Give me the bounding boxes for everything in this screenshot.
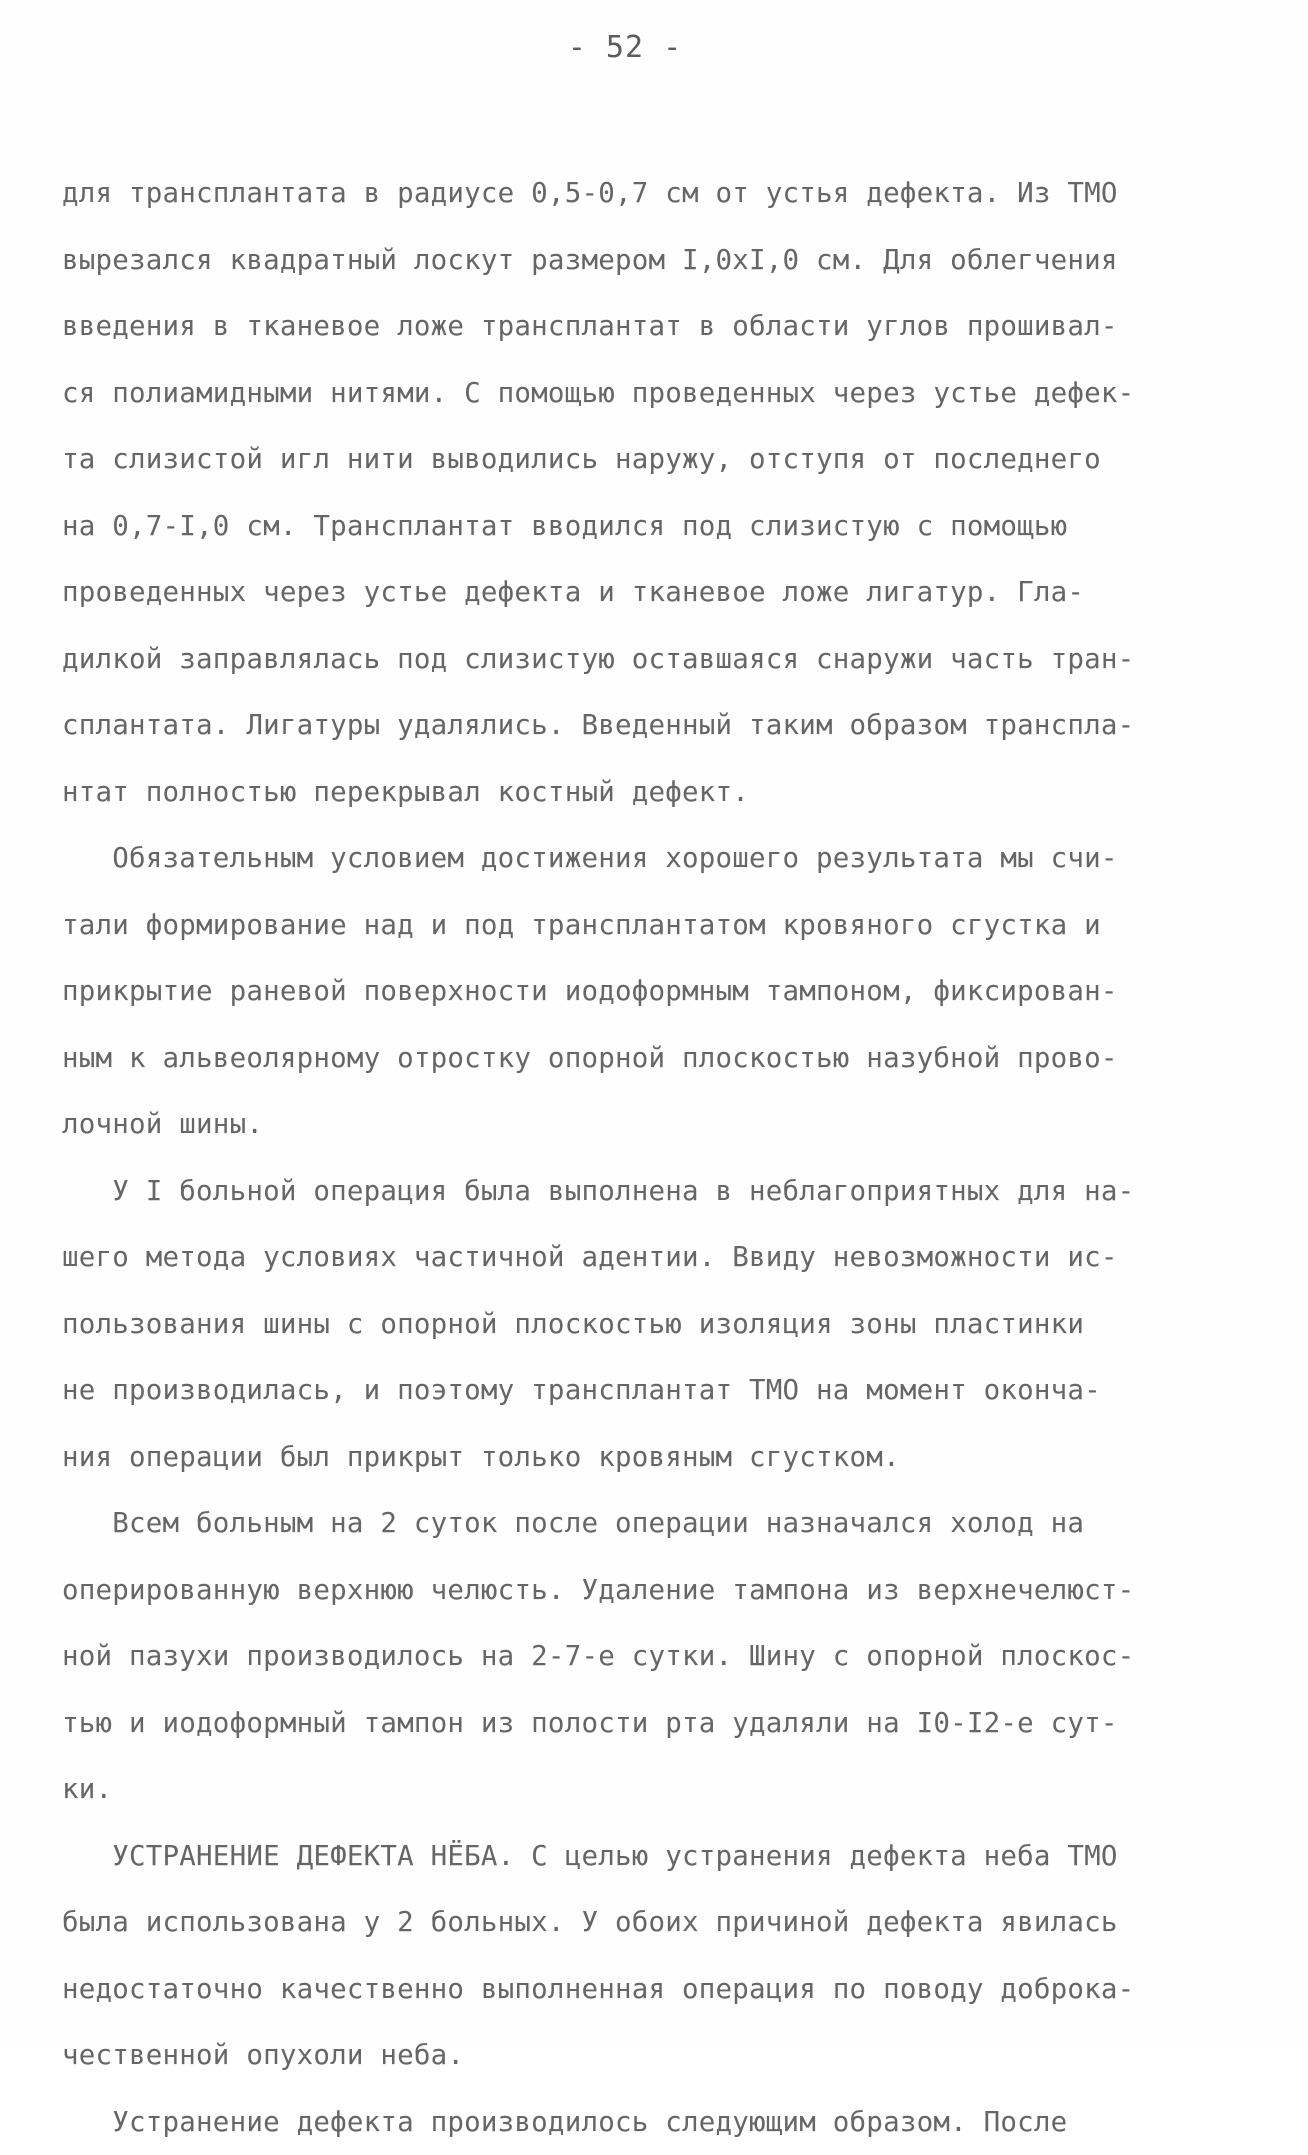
- text-line: для трансплантата в радиусе 0,5-0,7 см от устья дефекта. Из ТМО: [62, 160, 1242, 227]
- text-line: сплантата. Лигатуры удалялись. Введенный таким образом транспла-: [62, 692, 1242, 759]
- text-line: ным к альвеолярному отростку опорной плоскостью назубной прово-: [62, 1025, 1242, 1092]
- text-line: ки.: [62, 1756, 1242, 1823]
- paragraph-start-line: У I больной операция была выполнена в неблагоприятных для на-: [62, 1158, 1242, 1225]
- text-line: была использована у 2 больных. У обоих причиной дефекта явилась: [62, 1889, 1242, 1956]
- text-line: пользования шины с опорной плоскостью изоляция зоны пластинки: [62, 1291, 1242, 1358]
- section-heading-line: УСТРАНЕНИЕ ДЕФЕКТА НЁБА. С целью устранения дефекта неба ТМО: [62, 1823, 1242, 1890]
- text-line: оперированную верхнюю челюсть. Удаление тампона из верхнечелюст-: [62, 1557, 1242, 1624]
- text-line: дилкой заправлялась под слизистую оставшаяся снаружи часть тран-: [62, 626, 1242, 693]
- page-number: - 52 -: [0, 30, 1250, 65]
- text-line: прикрытие раневой поверхности иодоформным тампоном, фиксирован-: [62, 958, 1242, 1025]
- text-line: вырезался квадратный лоскут размером I,0xI,0 см. Для облегчения: [62, 227, 1242, 294]
- text-line: шего метода условиях частичной адентии. Ввиду невозможности ис-: [62, 1224, 1242, 1291]
- text-line: на 0,7-I,0 см. Трансплантат вводился под слизистую с помощью: [62, 493, 1242, 560]
- text-line: тали формирование над и под трансплантатом кровяного сгустка и: [62, 892, 1242, 959]
- text-line: нтат полностью перекрывал костный дефект.: [62, 759, 1242, 826]
- text-line: лочной шины.: [62, 1091, 1242, 1158]
- text-line: введения в тканевое ложе трансплантат в области углов прошивал-: [62, 293, 1242, 360]
- text-line: тью и иодоформный тампон из полости рта удаляли на I0-I2-е сут-: [62, 1690, 1242, 1757]
- text-line: проведенных через устье дефекта и тканевое ложе лигатур. Гла-: [62, 559, 1242, 626]
- body-text: [62, 160, 1242, 2155]
- text-line: ной пазухи производилось на 2-7-е сутки. Шину с опорной плоскос-: [62, 1623, 1242, 1690]
- paragraph-start-line: Обязательным условием достижения хорошего результата мы счи-: [62, 825, 1242, 892]
- paragraph-start-line: Всем больным на 2 суток после операции назначался холод на: [62, 1490, 1242, 1557]
- text-line: не производилась, и поэтому трансплантат ТМО на момент оконча-: [62, 1357, 1242, 1424]
- text-line: ся полиамидными нитями. С помощью проведенных через устье дефек-: [62, 360, 1242, 427]
- text-line: чественной опухоли неба.: [62, 2022, 1242, 2089]
- text-line: недостаточно качественно выполненная операция по поводу доброка-: [62, 1956, 1242, 2023]
- text-line: та слизистой игл нити выводились наружу, отступя от последнего: [62, 426, 1242, 493]
- text-line: ния операции был прикрыт только кровяным сгустком.: [62, 1424, 1242, 1491]
- paragraph-start-line: Устранение дефекта производилось следующим образом. После: [62, 2089, 1242, 2155]
